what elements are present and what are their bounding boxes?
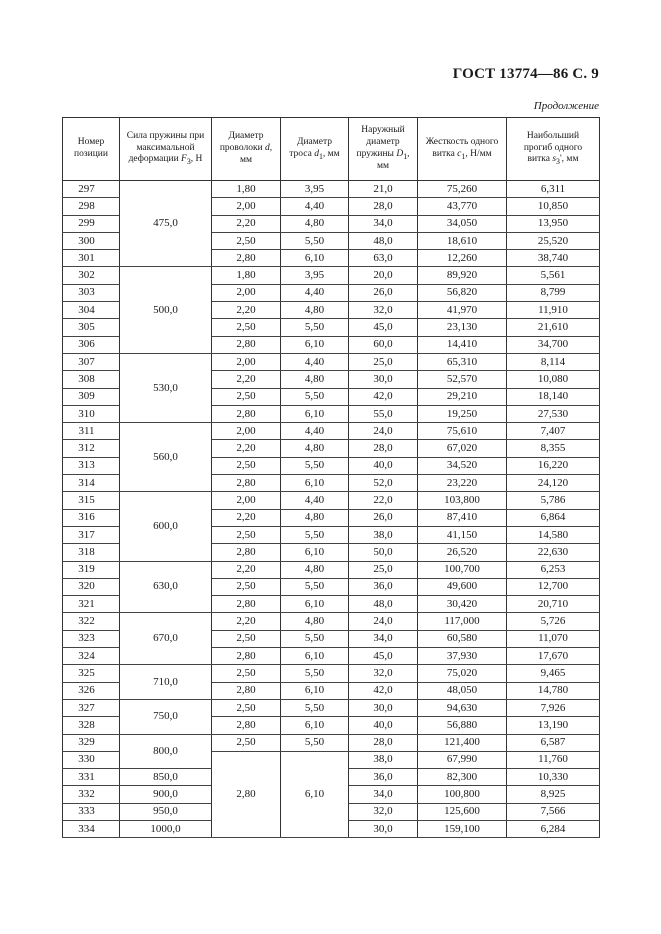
outer-diameter-cell: 20,0: [349, 267, 418, 284]
outer-diameter-cell: 38,0: [349, 526, 418, 543]
col-header-force: Сила пружины при максимальной деформации $F_3$, Н: [120, 118, 212, 181]
wire-diameter-cell: 2,80: [212, 648, 281, 665]
outer-diameter-cell: 34,0: [349, 630, 418, 647]
wire-diameter-cell: 2,00: [212, 423, 281, 440]
deflection-cell: 14,780: [507, 682, 600, 699]
rope-diameter-cell: 6,10: [281, 544, 349, 561]
outer-diameter-cell: 45,0: [349, 648, 418, 665]
position-cell: 325: [63, 665, 120, 682]
wire-diameter-cell: 2,20: [212, 302, 281, 319]
rope-diameter-cell: 6,10: [281, 751, 349, 837]
deflection-cell: 11,760: [507, 751, 600, 768]
outer-diameter-cell: 32,0: [349, 803, 418, 820]
deflection-cell: 8,925: [507, 786, 600, 803]
position-cell: 315: [63, 492, 120, 509]
deflection-cell: 20,710: [507, 596, 600, 613]
stiffness-cell: 67,020: [418, 440, 507, 457]
position-cell: 316: [63, 509, 120, 526]
outer-diameter-cell: 32,0: [349, 302, 418, 319]
stiffness-cell: 52,570: [418, 371, 507, 388]
table-body: [63, 181, 600, 838]
wire-diameter-cell: 2,50: [212, 665, 281, 682]
stiffness-cell: 75,020: [418, 665, 507, 682]
deflection-cell: 10,330: [507, 769, 600, 786]
force-cell: 600,0: [120, 492, 212, 561]
outer-diameter-cell: 22,0: [349, 492, 418, 509]
table-row: [63, 699, 600, 716]
deflection-cell: 34,700: [507, 336, 600, 353]
position-cell: 320: [63, 578, 120, 595]
deflection-cell: 5,786: [507, 492, 600, 509]
wire-diameter-cell: 2,50: [212, 734, 281, 751]
table-row: [63, 181, 600, 198]
table-row: [63, 423, 600, 440]
position-cell: 310: [63, 405, 120, 422]
position-cell: 311: [63, 423, 120, 440]
position-cell: 309: [63, 388, 120, 405]
stiffness-cell: 29,210: [418, 388, 507, 405]
stiffness-cell: 23,220: [418, 475, 507, 492]
col-header-deflection: Наибольший прогиб одного витка $s_3'$, мм: [507, 118, 600, 181]
deflection-cell: 5,726: [507, 613, 600, 630]
rope-diameter-cell: 5,50: [281, 699, 349, 716]
position-cell: 326: [63, 682, 120, 699]
outer-diameter-cell: 28,0: [349, 734, 418, 751]
outer-diameter-cell: 40,0: [349, 457, 418, 474]
stiffness-cell: 23,130: [418, 319, 507, 336]
rope-diameter-cell: 5,50: [281, 734, 349, 751]
deflection-cell: 8,355: [507, 440, 600, 457]
col-header-position: Номер позиции: [63, 118, 120, 181]
wire-diameter-cell: 2,80: [212, 250, 281, 267]
col-header-wire-diameter: Диаметр проволоки d, мм: [212, 118, 281, 181]
outer-diameter-cell: 34,0: [349, 786, 418, 803]
position-cell: 319: [63, 561, 120, 578]
outer-diameter-cell: 26,0: [349, 284, 418, 301]
stiffness-cell: 56,880: [418, 717, 507, 734]
outer-diameter-cell: 48,0: [349, 596, 418, 613]
stiffness-cell: 75,260: [418, 181, 507, 198]
force-cell: 530,0: [120, 353, 212, 422]
rope-diameter-cell: 4,80: [281, 509, 349, 526]
stiffness-cell: 14,410: [418, 336, 507, 353]
outer-diameter-cell: 45,0: [349, 319, 418, 336]
deflection-cell: 11,070: [507, 630, 600, 647]
deflection-cell: 11,910: [507, 302, 600, 319]
deflection-cell: 14,580: [507, 526, 600, 543]
rope-diameter-cell: 3,95: [281, 267, 349, 284]
position-cell: 304: [63, 302, 120, 319]
deflection-cell: 38,740: [507, 250, 600, 267]
deflection-cell: 10,850: [507, 198, 600, 215]
outer-diameter-cell: 24,0: [349, 423, 418, 440]
rope-diameter-cell: 5,50: [281, 665, 349, 682]
force-cell: 710,0: [120, 665, 212, 700]
position-cell: 307: [63, 353, 120, 370]
rope-diameter-cell: 5,50: [281, 630, 349, 647]
stiffness-cell: 100,700: [418, 561, 507, 578]
stiffness-cell: 117,000: [418, 613, 507, 630]
position-cell: 334: [63, 820, 120, 837]
table-header-row: [63, 118, 600, 181]
deflection-cell: 18,140: [507, 388, 600, 405]
deflection-cell: 6,587: [507, 734, 600, 751]
deflection-cell: 21,610: [507, 319, 600, 336]
deflection-cell: 13,950: [507, 215, 600, 232]
position-cell: 332: [63, 786, 120, 803]
outer-diameter-cell: 55,0: [349, 405, 418, 422]
deflection-cell: 8,799: [507, 284, 600, 301]
wire-diameter-cell: 2,00: [212, 353, 281, 370]
force-cell: 670,0: [120, 613, 212, 665]
position-cell: 321: [63, 596, 120, 613]
position-cell: 331: [63, 769, 120, 786]
wire-diameter-cell: 2,50: [212, 578, 281, 595]
force-cell: 750,0: [120, 699, 212, 734]
rope-diameter-cell: 5,50: [281, 388, 349, 405]
rope-diameter-cell: 6,10: [281, 596, 349, 613]
position-cell: 324: [63, 648, 120, 665]
outer-diameter-cell: 52,0: [349, 475, 418, 492]
table-row: [63, 353, 600, 370]
deflection-cell: 7,407: [507, 423, 600, 440]
stiffness-cell: 18,610: [418, 232, 507, 249]
deflection-cell: 25,520: [507, 232, 600, 249]
stiffness-cell: 48,050: [418, 682, 507, 699]
position-cell: 329: [63, 734, 120, 751]
rope-diameter-cell: 5,50: [281, 578, 349, 595]
position-cell: 308: [63, 371, 120, 388]
deflection-cell: 17,670: [507, 648, 600, 665]
position-cell: 313: [63, 457, 120, 474]
rope-diameter-cell: 4,80: [281, 561, 349, 578]
deflection-cell: 9,465: [507, 665, 600, 682]
wire-diameter-cell: 2,20: [212, 440, 281, 457]
stiffness-cell: 41,970: [418, 302, 507, 319]
deflection-cell: 7,926: [507, 699, 600, 716]
force-cell: 500,0: [120, 267, 212, 353]
deflection-cell: 6,864: [507, 509, 600, 526]
position-cell: 314: [63, 475, 120, 492]
rope-diameter-cell: 4,80: [281, 440, 349, 457]
table-row: [63, 665, 600, 682]
position-cell: 328: [63, 717, 120, 734]
wire-diameter-cell: 2,20: [212, 613, 281, 630]
rope-diameter-cell: 4,40: [281, 284, 349, 301]
force-cell: 800,0: [120, 734, 212, 769]
deflection-cell: 22,630: [507, 544, 600, 561]
spring-table: [62, 117, 600, 838]
rope-diameter-cell: 4,80: [281, 215, 349, 232]
rope-diameter-cell: 6,10: [281, 682, 349, 699]
stiffness-cell: 159,100: [418, 820, 507, 837]
table-row: [63, 734, 600, 751]
rope-diameter-cell: 6,10: [281, 336, 349, 353]
force-cell: 630,0: [120, 561, 212, 613]
position-cell: 297: [63, 181, 120, 198]
rope-diameter-cell: 5,50: [281, 319, 349, 336]
outer-diameter-cell: 24,0: [349, 613, 418, 630]
stiffness-cell: 67,990: [418, 751, 507, 768]
position-cell: 312: [63, 440, 120, 457]
table-row: [63, 613, 600, 630]
force-cell: 900,0: [120, 786, 212, 803]
rope-diameter-cell: 3,95: [281, 181, 349, 198]
wire-diameter-cell: 2,20: [212, 561, 281, 578]
stiffness-cell: 121,400: [418, 734, 507, 751]
stiffness-cell: 34,520: [418, 457, 507, 474]
stiffness-cell: 100,800: [418, 786, 507, 803]
position-cell: 333: [63, 803, 120, 820]
deflection-cell: 24,120: [507, 475, 600, 492]
force-cell: 1000,0: [120, 820, 212, 837]
wire-diameter-cell: 1,80: [212, 181, 281, 198]
force-cell: 475,0: [120, 181, 212, 267]
position-cell: 327: [63, 699, 120, 716]
outer-diameter-cell: 25,0: [349, 561, 418, 578]
rope-diameter-cell: 4,80: [281, 613, 349, 630]
position-cell: 302: [63, 267, 120, 284]
wire-diameter-cell: 2,50: [212, 457, 281, 474]
stiffness-cell: 65,310: [418, 353, 507, 370]
stiffness-cell: 34,050: [418, 215, 507, 232]
outer-diameter-cell: 48,0: [349, 232, 418, 249]
rope-diameter-cell: 6,10: [281, 405, 349, 422]
wire-diameter-cell: 2,80: [212, 405, 281, 422]
stiffness-cell: 56,820: [418, 284, 507, 301]
position-cell: 300: [63, 232, 120, 249]
stiffness-cell: 43,770: [418, 198, 507, 215]
stiffness-cell: 30,420: [418, 596, 507, 613]
wire-diameter-cell: 2,00: [212, 198, 281, 215]
outer-diameter-cell: 28,0: [349, 440, 418, 457]
position-cell: 301: [63, 250, 120, 267]
outer-diameter-cell: 32,0: [349, 665, 418, 682]
position-cell: 298: [63, 198, 120, 215]
stiffness-cell: 60,580: [418, 630, 507, 647]
wire-diameter-cell: 2,80: [212, 596, 281, 613]
force-cell: 950,0: [120, 803, 212, 820]
table-row: [63, 492, 600, 509]
rope-diameter-cell: 4,80: [281, 371, 349, 388]
rope-diameter-cell: 5,50: [281, 526, 349, 543]
stiffness-cell: 94,630: [418, 699, 507, 716]
rope-diameter-cell: 6,10: [281, 648, 349, 665]
wire-diameter-cell: 2,80: [212, 544, 281, 561]
stiffness-cell: 12,260: [418, 250, 507, 267]
outer-diameter-cell: 36,0: [349, 769, 418, 786]
wire-diameter-cell: 2,80: [212, 336, 281, 353]
rope-diameter-cell: 6,10: [281, 250, 349, 267]
table-row: [63, 267, 600, 284]
outer-diameter-cell: 60,0: [349, 336, 418, 353]
outer-diameter-cell: 25,0: [349, 353, 418, 370]
deflection-cell: 12,700: [507, 578, 600, 595]
position-cell: 299: [63, 215, 120, 232]
force-cell: 850,0: [120, 769, 212, 786]
deflection-cell: 27,530: [507, 405, 600, 422]
outer-diameter-cell: 50,0: [349, 544, 418, 561]
outer-diameter-cell: 30,0: [349, 699, 418, 716]
deflection-cell: 6,284: [507, 820, 600, 837]
rope-diameter-cell: 6,10: [281, 717, 349, 734]
deflection-cell: 10,080: [507, 371, 600, 388]
table-row: [63, 561, 600, 578]
stiffness-cell: 26,520: [418, 544, 507, 561]
outer-diameter-cell: 63,0: [349, 250, 418, 267]
wire-diameter-cell: 2,50: [212, 630, 281, 647]
position-cell: 318: [63, 544, 120, 561]
stiffness-cell: 41,150: [418, 526, 507, 543]
col-header-rope-diameter: Диаметр троса $d_1$, мм: [281, 118, 349, 181]
force-cell: 560,0: [120, 423, 212, 492]
rope-diameter-cell: 4,40: [281, 198, 349, 215]
outer-diameter-cell: 40,0: [349, 717, 418, 734]
wire-diameter-cell: 2,20: [212, 509, 281, 526]
position-cell: 330: [63, 751, 120, 768]
stiffness-cell: 82,300: [418, 769, 507, 786]
continuation-label: Продолжение: [533, 100, 599, 112]
rope-diameter-cell: 6,10: [281, 475, 349, 492]
page-header: ГОСТ 13774—86 С. 9: [452, 66, 599, 82]
rope-diameter-cell: 5,50: [281, 457, 349, 474]
wire-diameter-cell: 2,50: [212, 526, 281, 543]
position-cell: 317: [63, 526, 120, 543]
wire-diameter-cell: 2,20: [212, 371, 281, 388]
outer-diameter-cell: 42,0: [349, 388, 418, 405]
stiffness-cell: 75,610: [418, 423, 507, 440]
wire-diameter-cell: 2,80: [212, 682, 281, 699]
rope-diameter-cell: 4,40: [281, 353, 349, 370]
outer-diameter-cell: 21,0: [349, 181, 418, 198]
outer-diameter-cell: 36,0: [349, 578, 418, 595]
stiffness-cell: 125,600: [418, 803, 507, 820]
rope-diameter-cell: 4,40: [281, 423, 349, 440]
wire-diameter-cell: 2,00: [212, 284, 281, 301]
deflection-cell: 6,253: [507, 561, 600, 578]
wire-diameter-cell: 2,80: [212, 717, 281, 734]
stiffness-cell: 37,930: [418, 648, 507, 665]
deflection-cell: 16,220: [507, 457, 600, 474]
stiffness-cell: 87,410: [418, 509, 507, 526]
stiffness-cell: 49,600: [418, 578, 507, 595]
position-cell: 306: [63, 336, 120, 353]
position-cell: 323: [63, 630, 120, 647]
wire-diameter-cell: 1,80: [212, 267, 281, 284]
outer-diameter-cell: 34,0: [349, 215, 418, 232]
rope-diameter-cell: 4,80: [281, 302, 349, 319]
col-header-outer-diameter: Наружный диаметр пружины $D_1$, мм: [349, 118, 418, 181]
col-header-stiffness: Жесткость одного витка $c_1$, Н/мм: [418, 118, 507, 181]
wire-diameter-cell: 2,00: [212, 492, 281, 509]
wire-diameter-cell: 2,80: [212, 751, 281, 837]
position-cell: 322: [63, 613, 120, 630]
deflection-cell: 6,311: [507, 181, 600, 198]
outer-diameter-cell: 38,0: [349, 751, 418, 768]
outer-diameter-cell: 42,0: [349, 682, 418, 699]
position-cell: 303: [63, 284, 120, 301]
outer-diameter-cell: 28,0: [349, 198, 418, 215]
deflection-cell: 8,114: [507, 353, 600, 370]
wire-diameter-cell: 2,50: [212, 232, 281, 249]
wire-diameter-cell: 2,50: [212, 388, 281, 405]
stiffness-cell: 103,800: [418, 492, 507, 509]
deflection-cell: 13,190: [507, 717, 600, 734]
stiffness-cell: 89,920: [418, 267, 507, 284]
outer-diameter-cell: 30,0: [349, 820, 418, 837]
outer-diameter-cell: 30,0: [349, 371, 418, 388]
outer-diameter-cell: 26,0: [349, 509, 418, 526]
position-cell: 305: [63, 319, 120, 336]
wire-diameter-cell: 2,50: [212, 699, 281, 716]
rope-diameter-cell: 5,50: [281, 232, 349, 249]
deflection-cell: 5,561: [507, 267, 600, 284]
wire-diameter-cell: 2,50: [212, 319, 281, 336]
wire-diameter-cell: 2,80: [212, 475, 281, 492]
deflection-cell: 7,566: [507, 803, 600, 820]
rope-diameter-cell: 4,40: [281, 492, 349, 509]
stiffness-cell: 19,250: [418, 405, 507, 422]
wire-diameter-cell: 2,20: [212, 215, 281, 232]
